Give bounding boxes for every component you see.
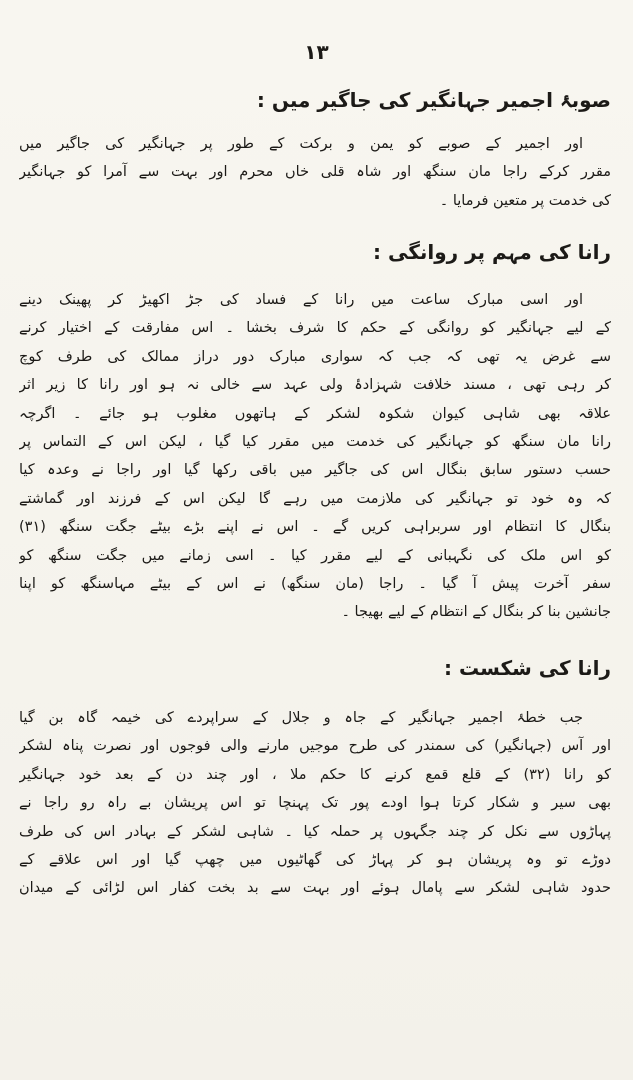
text-line: جانشین بنا کر بنگال کے انتظام کے لیے بھیجا ۔ bbox=[341, 604, 611, 621]
text-line: علاقہ بھی شاہی کیوان شکوہ لشکر کے ہاتھوں مغلوب ہو جائے ۔ اگرچہ bbox=[19, 405, 611, 422]
text-line: کہ وہ خود تو جہانگیر کی ملازمت میں رہے گا لیکن اس کے فرزند اور گماشتے bbox=[19, 490, 611, 507]
text-line: دوڑے تو وہ پریشان ہو کر پہاڑ کی گھاٹیوں میں چھپ گیا اور اس علاقے کے bbox=[19, 851, 611, 868]
text-line: جب خطۂ اجمیر جہانگیر کے جاہ و جلال کے سراپردے کی خیمہ گاہ بن گیا bbox=[19, 710, 583, 726]
text-line: پہاڑوں سے نکل کر چند جگہوں پر حملہ کیا ۔ شاہی لشکر کے بہادر اس کی طرف bbox=[19, 823, 611, 840]
paragraph-rana-defeat bbox=[19, 704, 611, 903]
text-line: سفر آخرت پیش آ گیا ۔ راجا (مان سنگھ) نے اس کے بیٹے مہاسنگھ کو اپنا bbox=[19, 575, 611, 592]
text-line: حدود شاہی لشکر سے پامال ہوئے اور بہت سے بد بخت کفار اس لڑائی کے میدان bbox=[19, 880, 611, 897]
text-line: اور اجمیر کے صوبے کو یمن و برکت کے طور پر جہانگیر کی جاگیر میں bbox=[19, 136, 583, 152]
text-line: بنگال کا انتظام اور سربراہی کریں گے ۔ اس نے اپنے بڑے بیٹے جگت سنگھ (۳۱) bbox=[19, 519, 611, 536]
text-line: بھی سیر و شکار کرتا ہوا اودے پور تک پہنچا تو اس پریشان بے راہ رو راجا نے bbox=[19, 795, 611, 812]
page-number: ۱۳ bbox=[304, 40, 329, 64]
text-line: مقرر کرکے راجا مان سنگھ اور شاہ قلی خاں محرم اور بہت سے آمرا کو جہانگیر bbox=[19, 164, 611, 181]
section-heading-subah-ajmer: صوبۂ اجمیر جہانگیر کی جاگیر میں : bbox=[256, 88, 611, 112]
text-line: کر رہی تھی ، مسند خلافت شہزادۂ ولی عہد سے خالی نہ ہو اور رانا کا زیر اثر bbox=[19, 377, 611, 394]
text-line: رانا مان سنگھ کو جہانگیر کی خدمت میں مقرر کیا گیا ، لیکن اس کے التماس پر bbox=[19, 433, 611, 450]
paragraph-rana-campaign bbox=[19, 286, 611, 627]
section-heading-rana-campaign: رانا کی مہم پر روانگی : bbox=[373, 240, 611, 264]
section-heading-rana-defeat: رانا کی شکست : bbox=[444, 656, 611, 680]
text-line: حسب دستور سابق بنگال اس کی جاگیر میں باقی رکھا گیا اور راجا نے وعدہ کیا bbox=[19, 462, 611, 479]
text-line: کو اس ملک کی نگہبانی کے لیے مقرر کیا ۔ اسی زمانے میں جگت سنگھ کو bbox=[19, 547, 611, 564]
paragraph-subah-ajmer bbox=[19, 130, 611, 215]
text-line: اور آس (جہانگیر) کی سمندر کی طرح موجیں مارنے والی فوجوں اور نصرت پناہ لشکر bbox=[19, 738, 611, 755]
text-line: اور اسی مبارک ساعت میں رانا کے فساد کی جڑ اکھیڑ کر پھینک دینے bbox=[19, 292, 583, 308]
text-line: کو رانا (۳۲) کے قلع قمع کرنے کا حکم ملا ، اور چند دن کے بعد خود جہانگیر bbox=[19, 766, 611, 783]
text-line: کے لیے جہانگیر کو روانگی کے حکم کا شرف بخشا ۔ اس مفارقت کے اختیار کرنے bbox=[19, 320, 611, 337]
text-line: کی خدمت پر متعین فرمایا ۔ bbox=[439, 192, 611, 209]
text-line: سے غرض یہ تھی کہ جب کہ سواری مبارک دور دراز ممالک کی طرف کوچ bbox=[19, 348, 611, 365]
